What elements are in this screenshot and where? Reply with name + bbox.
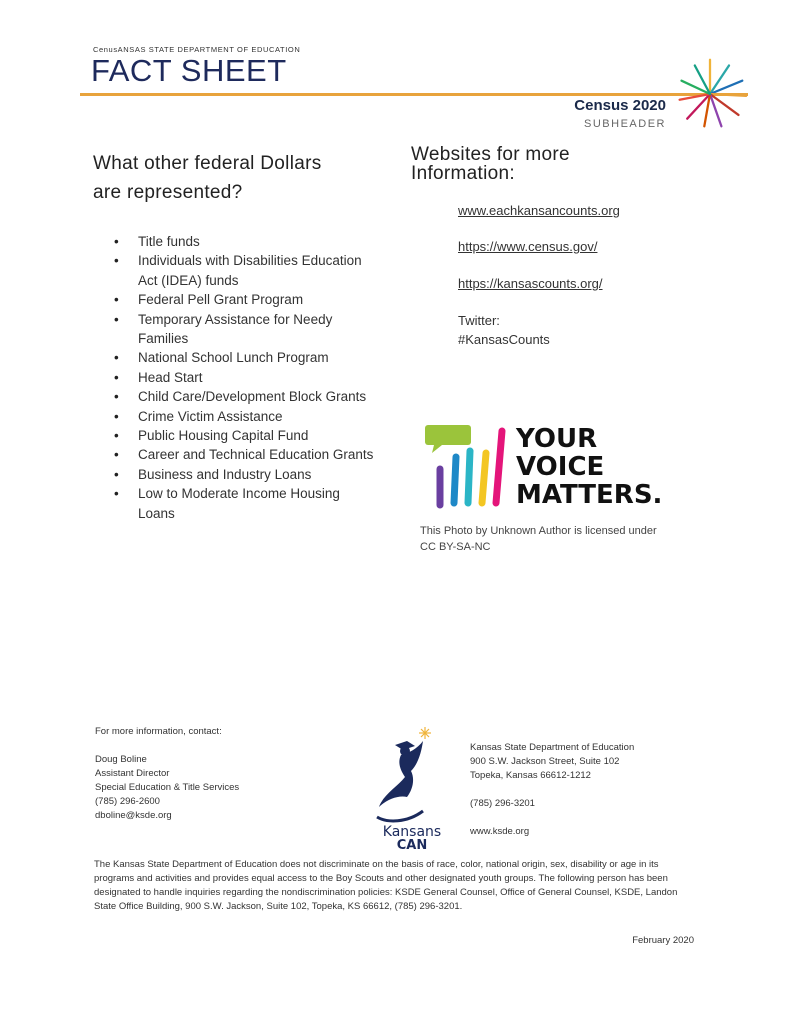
contact-block bbox=[95, 725, 335, 823]
link-census-gov[interactable]: https://www.census.gov/ bbox=[458, 239, 598, 254]
list-item: • National School Lunch Program bbox=[114, 348, 374, 367]
heading-line: are represented? bbox=[93, 182, 243, 203]
kansans-word: Kansans bbox=[382, 824, 442, 840]
publication-date: February 2020 bbox=[632, 935, 694, 946]
list-item: • Crime Victim Assistance bbox=[114, 407, 374, 426]
list-item: • Title funds bbox=[114, 232, 374, 251]
your-voice-matters-logo bbox=[422, 417, 690, 517]
heading-line: Information: bbox=[411, 163, 515, 184]
contact-title: Assistant Director bbox=[95, 768, 170, 779]
websites-heading bbox=[411, 145, 661, 183]
link-eachkansancounts[interactable]: www.eachkansancounts.org bbox=[458, 203, 620, 218]
list-item: • Federal Pell Grant Program bbox=[114, 290, 374, 309]
logo-word: MATTERS. bbox=[516, 480, 663, 510]
org-phone: (785) 296-3201 bbox=[470, 798, 535, 809]
list-item: • Temporary Assistance for Needy Families bbox=[114, 310, 374, 349]
subheader: SUBHEADER bbox=[584, 118, 666, 130]
contact-intro: For more information, contact: bbox=[95, 726, 222, 737]
can-word: CAN bbox=[396, 838, 428, 850]
heading-line: What other federal Dollars bbox=[93, 153, 322, 174]
credit-line: CC BY-SA-NC bbox=[420, 541, 491, 553]
list-item: • Individuals with Disabilities Education Act (IDEA) funds bbox=[114, 251, 374, 290]
list-item: • Head Start bbox=[114, 368, 374, 387]
twitter-handle: #KansasCounts bbox=[458, 332, 550, 347]
twitter-label: Twitter: bbox=[458, 313, 500, 328]
kansans-can-logo bbox=[367, 725, 457, 850]
list-item: • Career and Technical Education Grants bbox=[114, 445, 374, 464]
list-item: • Low to Moderate Income Housing Loans bbox=[114, 484, 374, 523]
logo-word: VOICE bbox=[516, 452, 605, 482]
list-item: • Public Housing Capital Fund bbox=[114, 426, 374, 445]
page-title: FACT SHEET bbox=[91, 53, 287, 88]
list-item: • Business and Industry Loans bbox=[114, 465, 374, 484]
org-website[interactable]: www.ksde.org bbox=[470, 826, 530, 837]
contact-email: dboline@ksde.org bbox=[95, 810, 172, 821]
census-title: Census 2020 bbox=[574, 97, 666, 114]
credit-line: This Photo by Unknown Author is licensed under bbox=[420, 525, 657, 537]
contact-name: Doug Boline bbox=[95, 754, 147, 765]
heading-line: Websites for more bbox=[411, 144, 570, 165]
contact-department: Special Education & Title Services bbox=[95, 782, 240, 793]
link-kansascounts[interactable]: https://kansascounts.org/ bbox=[458, 276, 603, 291]
org-name: Kansas State Department of Education bbox=[470, 742, 635, 753]
contact-phone: (785) 296-2600 bbox=[95, 796, 160, 807]
nondiscrimination-disclaimer: The Kansas State Department of Education does not discriminate on the basis of race, color, national origin, sex, disability or age in its programs and activities and provides equal access to the Boy Scouts and other designated youth groups. The following person has been designated to handle inquiries regarding the nondiscrimination policies: KSDE General Counsel, Office of General Counsel, KSDE, Landon State Office Building, 900 S.W. Jackson, Suite 102, Topeka, KS 66612, (785) 296-3201. bbox=[94, 859, 678, 912]
starburst-icon bbox=[672, 56, 748, 132]
funds-list bbox=[114, 232, 374, 523]
department-name: CenusANSAS STATE DEPARTMENT OF EDUCATION bbox=[93, 45, 301, 54]
photo-credit bbox=[420, 523, 690, 555]
list-item: • Child Care/Development Block Grants bbox=[114, 387, 374, 406]
header-rule bbox=[80, 93, 748, 96]
address-block bbox=[470, 741, 690, 839]
federal-dollars-heading bbox=[93, 149, 383, 207]
org-city: Topeka, Kansas 66612-1212 bbox=[470, 770, 591, 781]
twitter-info bbox=[458, 311, 550, 349]
logo-word: YOUR bbox=[516, 424, 598, 454]
org-street: 900 S.W. Jackson Street, Suite 102 bbox=[470, 756, 620, 767]
